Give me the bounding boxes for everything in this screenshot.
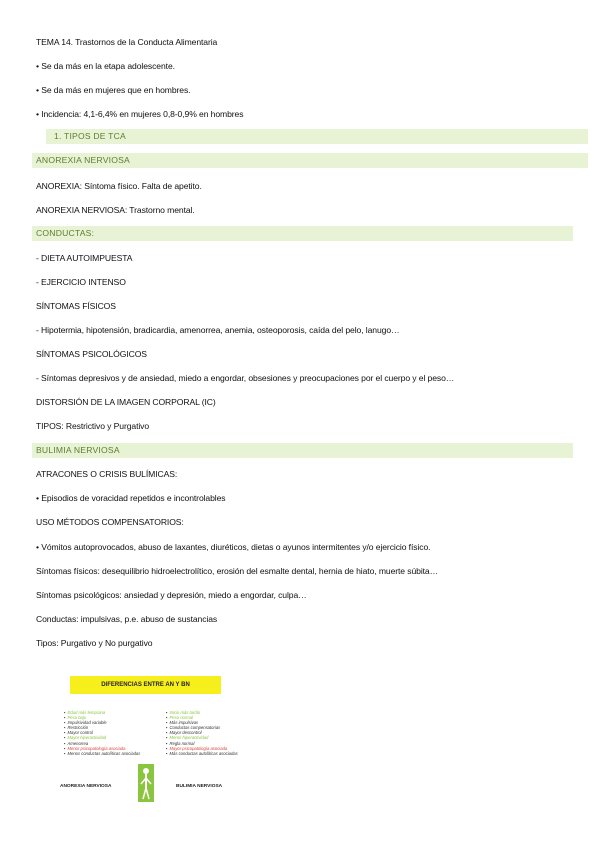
body-figure-icon	[138, 764, 154, 802]
intro-bullet-1: • Se da más en la etapa adolescente.	[36, 61, 175, 71]
intro-bullet-3: • Incidencia: 4,1-6,4% en mujeres 0,8-0,9% en hombres	[36, 109, 244, 119]
bulimia-traits-list	[166, 710, 238, 756]
bulimia-fisicos: Síntomas físicos: desequilibrio hidroelectrolítico, erosión del esmalte dental, hernia de hiato, muerte súbita…	[36, 566, 439, 576]
anorexia-trait-item: ▪ Peso bajo	[64, 715, 140, 720]
bulimia-conductas: Conductas: impulsivas, p.e. abuso de sustancias	[36, 614, 218, 624]
anorexia-trait-item: ▪ Mayor hiperactividad	[64, 735, 140, 740]
bulimia-psicologicos: Síntomas psicológicos: ansiedad y depresión, miedo a engordar, culpa…	[36, 590, 307, 600]
bulimia-label: BULIMIA NERVIOSA	[176, 784, 223, 789]
anorexia-traits-list	[64, 710, 140, 756]
conducta-2: - EJERCICIO INTENSO	[36, 277, 126, 287]
anorexia-trait-item: ▪ Edad más temprana	[64, 710, 140, 715]
vomitos-text: • Vómitos autoprovocados, abuso de laxantes, diuréticos, dietas o ayunos intermitentes y/o ejercicio físico.	[36, 542, 431, 552]
sintomas-psicologicos-text: - Síntomas depresivos y de ansiedad, miedo a engordar, obsesiones y preocupaciones por el cuerpo y el peso…	[36, 373, 455, 383]
anorexia-trait-item: ▪ Mayor control	[64, 730, 140, 735]
anorexia-heading-band	[32, 153, 588, 168]
figure-banner-text: DIFERENCIAS ENTRE AN Y BN	[101, 682, 190, 688]
anorexia-trait-item: ▪ Menos conductas autolíticas asociadas	[64, 751, 140, 756]
anorexia-heading: ANOREXIA NERVIOSA	[36, 155, 130, 165]
bulimia-heading-band	[32, 443, 573, 458]
anorexia-trait-item: ▪ Impulsividad variable	[64, 720, 140, 725]
sintomas-fisicos-heading: SÍNTOMAS FÍSICOS	[36, 301, 116, 311]
section-heading-band	[46, 129, 588, 144]
person-silhouette-icon	[138, 764, 154, 802]
bulimia-trait-item: ▪ Inicio más tardío	[166, 710, 238, 715]
bulimia-trait-item: ▪ Peso normal	[166, 715, 238, 720]
bulimia-trait-item: ▪ Conductas compensatorias	[166, 725, 238, 730]
metodos-heading: USO MÉTODOS COMPENSATORIOS:	[36, 517, 184, 527]
anorexia-label: ANOREXIA NERVIOSA	[60, 784, 112, 789]
bulimia-trait-item: ▪ Mayor descontrol	[166, 730, 238, 735]
anorexia-trait-item: ▪ Amenorrea	[64, 741, 140, 746]
anorexia-def-1: ANOREXIA: Síntoma físico. Falta de apetito.	[36, 181, 202, 191]
episodios-text: • Episodios de voracidad repetidos e incontrolables	[36, 493, 226, 503]
bulimia-trait-item: ▪ Más impulsivas	[166, 720, 238, 725]
bulimia-trait-item: ▪ Menor hiperactividad	[166, 735, 238, 740]
anorexia-trait-item: ▪ Restricción	[64, 725, 140, 730]
anorexia-trait-item: ▪ Menor psicopatología asociada	[64, 746, 140, 751]
bulimia-tipos: Tipos: Purgativo y No purgativo	[36, 638, 153, 648]
sintomas-fisicos-text: - Hipotermia, hipotensión, bradicardia, amenorrea, anemia, osteoporosis, caída del pelo, lanugo…	[36, 325, 400, 335]
bulimia-trait-item: ▪ Más conductas autolíticas asociadas	[166, 751, 238, 756]
page-title: TEMA 14. Trastornos de la Conducta Alimentaria	[36, 37, 218, 47]
anorexia-tipos: TIPOS: Restrictivo y Purgativo	[36, 421, 150, 431]
anorexia-def-2: ANOREXIA NERVIOSA: Trastorno mental.	[36, 205, 195, 215]
bulimia-trait-item: ▪ Regla normal	[166, 741, 238, 746]
conducta-1: - DIETA AUTOIMPUESTA	[36, 253, 133, 263]
distorsion-text: DISTORSIÓN DE LA IMAGEN CORPORAL (IC)	[36, 397, 216, 407]
figure-banner	[70, 676, 221, 694]
atracones-heading: ATRACONES O CRISIS BULÍMICAS:	[36, 469, 178, 479]
section-heading-tipos: 1. TIPOS DE TCA	[54, 131, 126, 141]
conductas-heading-band	[32, 226, 573, 241]
sintomas-psicologicos-heading: SÍNTOMAS PSICOLÓGICOS	[36, 349, 147, 359]
bulimia-trait-item: ▪ Mayor psicopatología asociada	[166, 746, 238, 751]
intro-bullet-2: • Se da más en mujeres que en hombres.	[36, 85, 191, 95]
conductas-heading: CONDUCTAS:	[36, 228, 95, 238]
bulimia-heading: BULIMIA NERVIOSA	[36, 445, 120, 455]
differences-figure	[58, 672, 248, 802]
